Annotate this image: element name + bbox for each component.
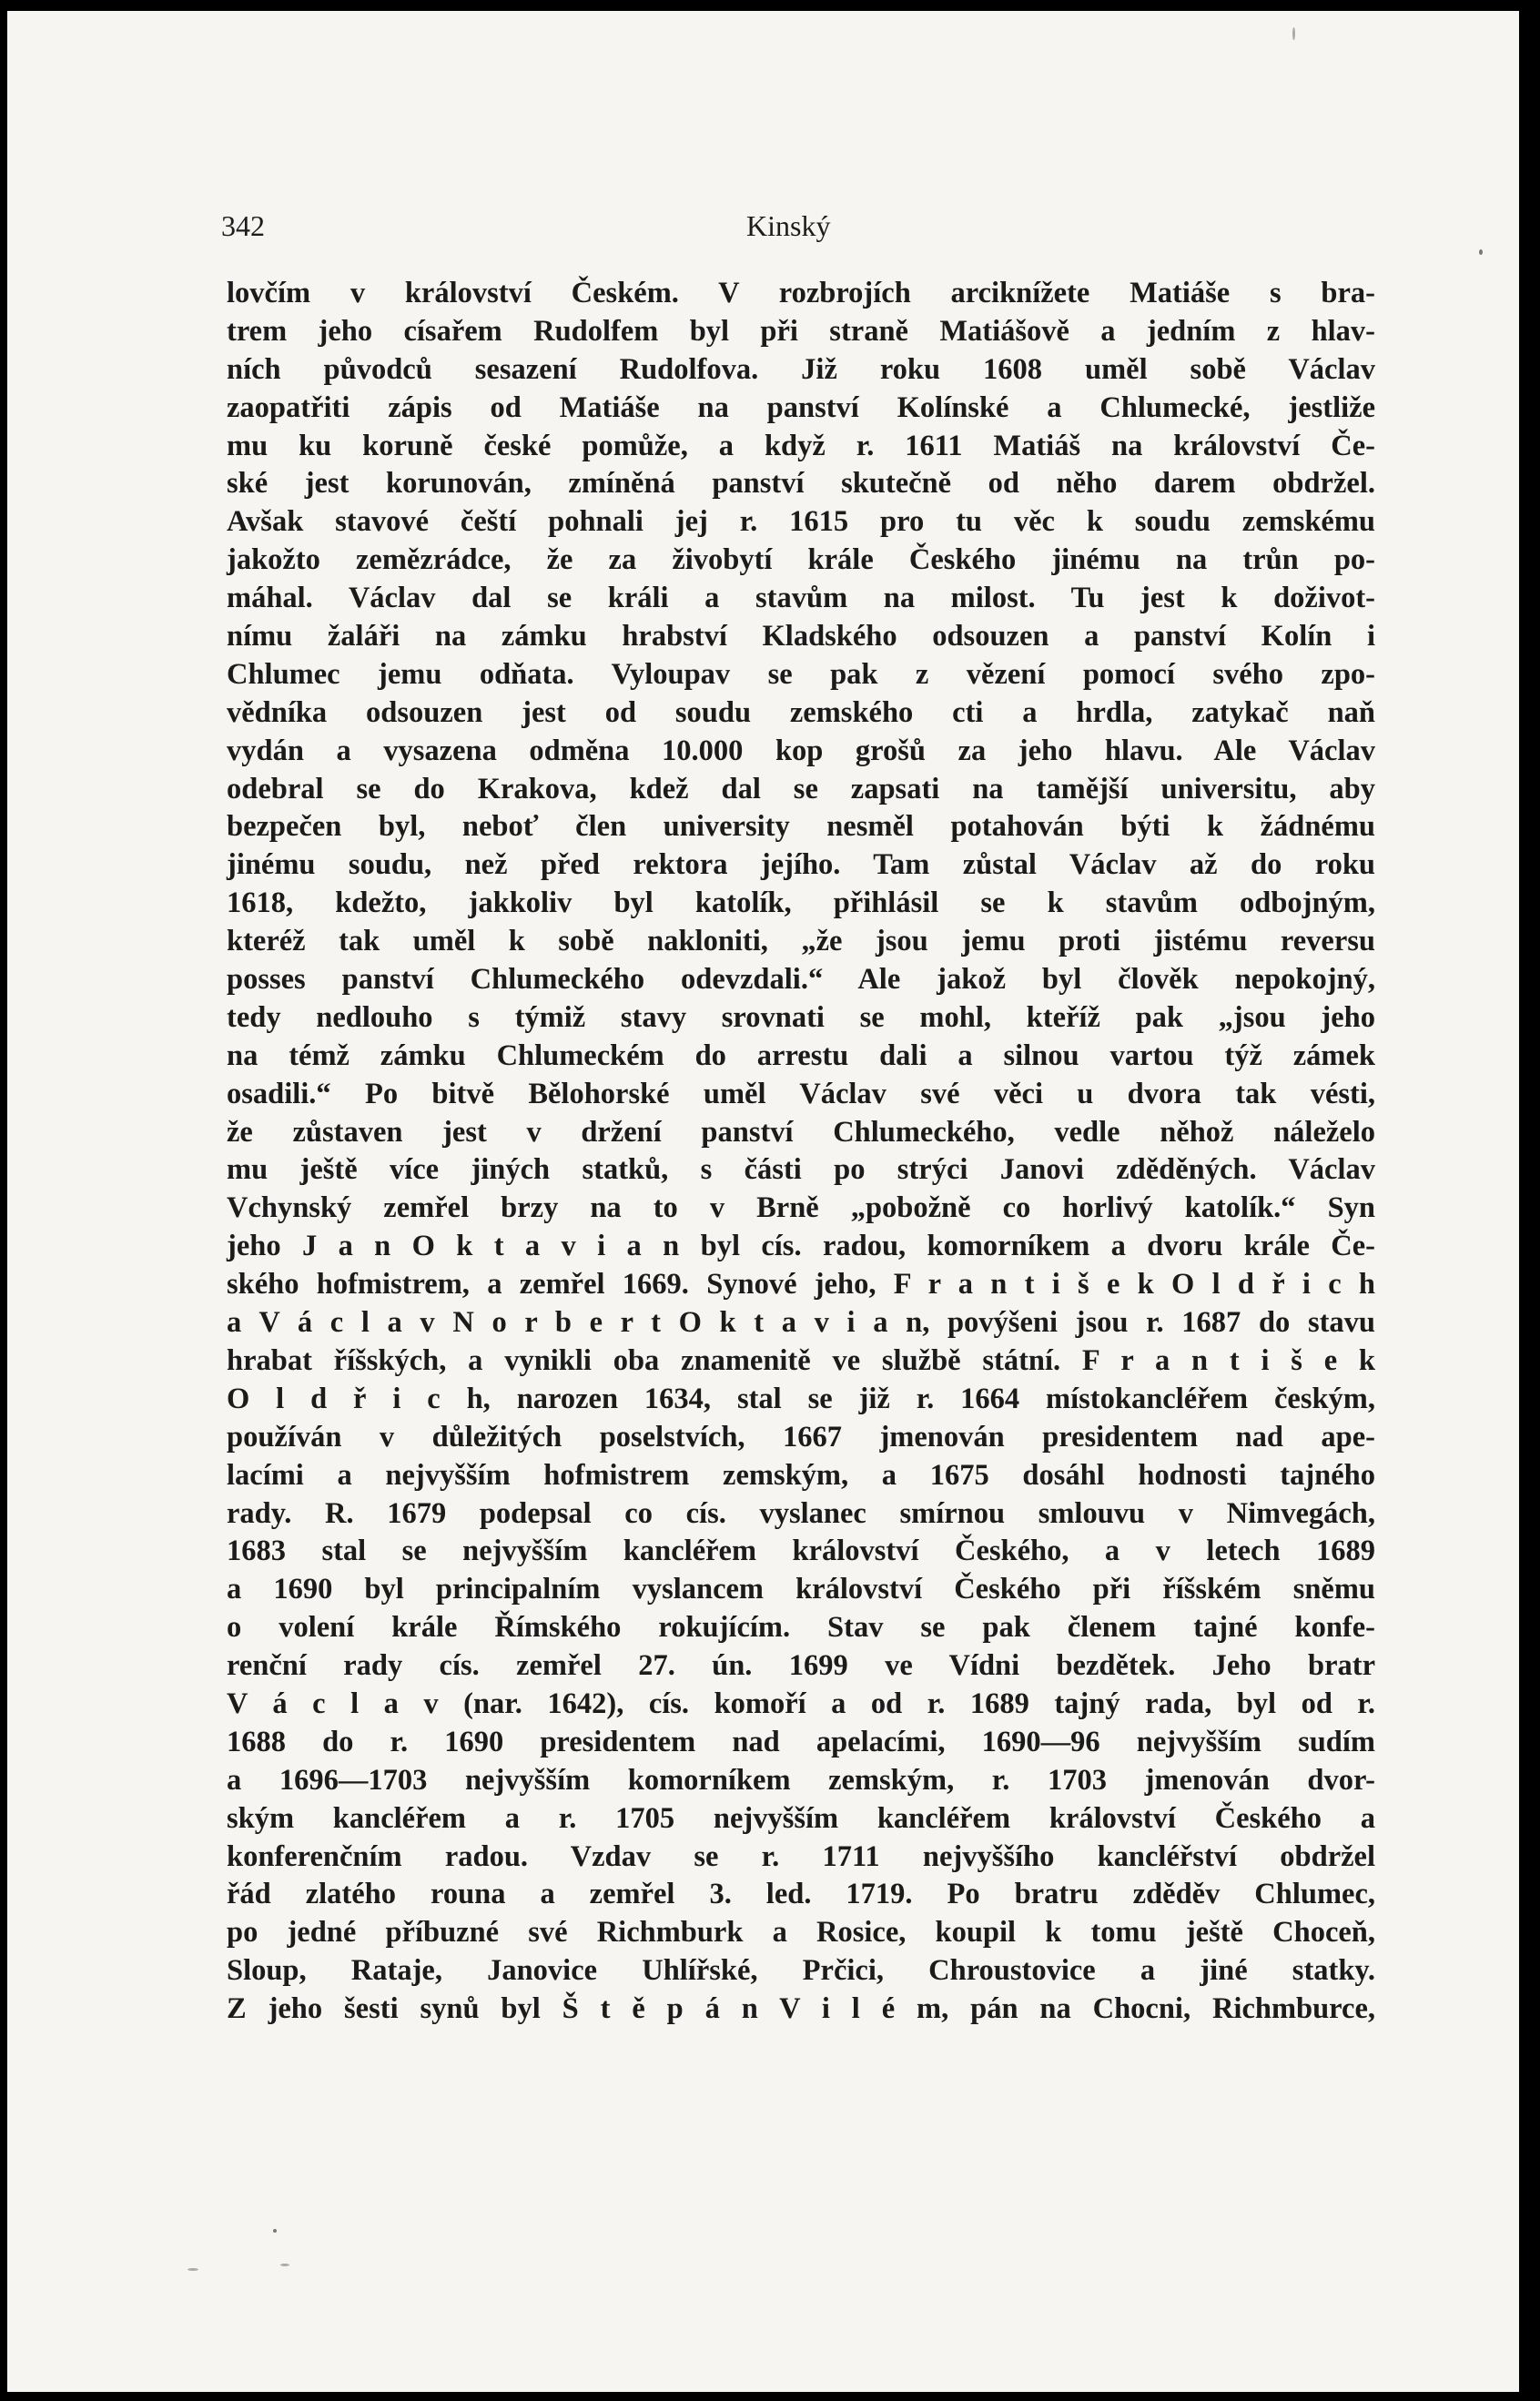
text-line: konferenčním radou. Vzdav se r. 1711 nejvyššího kancléřství obdržel — [227, 1839, 1375, 1873]
page-number: 342 — [221, 209, 265, 242]
dust-speck — [1479, 249, 1483, 255]
text-line: hrabat říšských, a vynikli oba znamenitě ve službě státní. F r a n t i š e k — [227, 1343, 1375, 1377]
text-line: máhal. Václav dal se králi a stavům na milost. Tu jest k doživot- — [227, 582, 1375, 615]
text-line: jakožto zemězrádce, že za živobytí krále Českého jinému na trůn po- — [227, 543, 1375, 577]
text-line: o volení krále Římského rokujícím. Stav se pak členem tajné konfe- — [227, 1611, 1375, 1645]
dust-speck — [273, 2229, 277, 2233]
text-line: ních původců sesazení Rudolfova. Již roku 1608 uměl sobě Václav — [227, 352, 1375, 386]
text-line: ského hofmistrem, a zemřel 1669. Synové jeho, F r a n t i š e k O l d ř i c h — [227, 1268, 1375, 1302]
text-line: ským kancléřem a r. 1705 nejvyšším kancléřem království Českého a — [227, 1801, 1375, 1835]
text-line: Vchynský zemřel brzy na to v Brně „pobožně co horlivý katolík.“ Syn — [227, 1191, 1375, 1225]
text-line: a V á c l a v N o r b e r t O k t a v i a n, povýšeni jsou r. 1687 do stavu — [227, 1306, 1375, 1340]
text-line: lovčím v království Českém. V rozbrojích arciknížete Matiáše s bra- — [227, 277, 1375, 309]
text-line: 1683 stal se nejvyšším kancléřem království Českého, a v letech 1689 — [227, 1535, 1375, 1568]
text-line: mu ku koruně české pomůže, a když r. 1611 Matiáš na království Če- — [227, 429, 1375, 462]
dust-speck — [1292, 27, 1295, 40]
text-line: Avšak stavové čeští pohnali jej r. 1615 pro tu věc k soudu zemskému — [227, 505, 1375, 539]
text-line: Chlumec jemu odňata. Vyloupav se pak z vězení pomocí svého zpo- — [227, 657, 1375, 691]
text-line: odebral se do Krakova, kdež dal se zapsati na tamější universitu, aby — [227, 772, 1375, 805]
text-line: na témž zámku Chlumeckém do arrestu dali a silnou vartou týž zámek — [227, 1038, 1375, 1072]
text-line: jinému soudu, než před rektora jejího. Tam zůstal Václav až do roku — [227, 848, 1375, 882]
text-line: rady. R. 1679 podepsal co cís. vyslanec smírnou smlouvu v Nimvegách, — [227, 1496, 1375, 1530]
text-line: lacími a nejvyšším hofmistrem zemským, a 1675 dosáhl hodnosti tajného — [227, 1458, 1375, 1492]
text-line: 1618, kdežto, jakkoliv byl katolík, přihlásil se k stavům odbojným, — [227, 886, 1375, 920]
text-line: kteréž tak uměl k sobě nakloniti, „že jsou jemu proti jistému reversu — [227, 925, 1375, 958]
text-line: řád zlatého rouna a zemřel 3. led. 1719. Po bratru zděděv Chlumec, — [227, 1878, 1375, 1911]
text-line: renční rady cís. zemřel 27. ún. 1699 ve Vídni bezdětek. Jeho bratr — [227, 1649, 1375, 1683]
text-line: po jedné příbuzné své Richmburk a Rosice, koupil k tomu ještě Choceň, — [227, 1916, 1375, 1950]
text-line: V á c l a v (nar. 1642), cís. komoří a od r. 1689 tajný rada, byl od r. — [227, 1687, 1375, 1720]
dust-speck — [280, 2264, 289, 2266]
text-line: bezpečen byl, neboť člen university nesměl potahován býti k žádnému — [227, 810, 1375, 844]
text-line: Sloup, Rataje, Janovice Uhlířské, Prčici, Chroustovice a jiné statky. — [227, 1954, 1375, 1988]
text-line: že zůstaven jest v držení panství Chlumeckého, vedle něhož náleželo — [227, 1115, 1375, 1149]
text-line: posses panství Chlumeckého odevzdali.“ Ale jakož byl člověk nepokojný, — [227, 963, 1375, 997]
text-line: vydán a vysazena odměna 10.000 kop grošů za jeho hlavu. Ale Václav — [227, 734, 1375, 767]
text-line: zaopatřiti zápis od Matiáše na panství Kolínské a Chlumecké, jestliže — [227, 390, 1375, 424]
body-text — [227, 275, 1375, 2029]
text-line: a 1690 byl principalním vyslancem království Českého při říšském sněmu — [227, 1573, 1375, 1606]
text-line: tedy nedlouho s týmiž stavy srovnati se mohl, kteříž pak „jsou jeho — [227, 1000, 1375, 1034]
text-line: a 1696—1703 nejvyšším komorníkem zemským, r. 1703 jmenován dvor- — [227, 1763, 1375, 1797]
dust-speck — [187, 2268, 198, 2271]
text-line: Z jeho šesti synů byl Š t ě p á n V i l é m, pán na Chocni, Richmburce, — [227, 1992, 1375, 2026]
text-line: O l d ř i c h, narozen 1634, stal se již r. 1664 místokancléřem českým, — [227, 1382, 1375, 1415]
text-line: jeho J a n O k t a v i a n byl cís. radou, komorníkem a dvoru krále Če- — [227, 1230, 1375, 1263]
text-line: 1688 do r. 1690 presidentem nad apelacími, 1690—96 nejvyšším sudím — [227, 1725, 1375, 1758]
text-line: používán v důležitých poselstvích, 1667 jmenován presidentem nad ape- — [227, 1420, 1375, 1454]
text-line: osadili.“ Po bitvě Bělohorské uměl Václav své věci u dvora tak vésti, — [227, 1077, 1375, 1110]
running-head: Kinský — [746, 209, 831, 242]
text-line: ské jest korunován, zmíněná panství skutečně od něho darem obdržel. — [227, 467, 1375, 501]
paper-sheet — [7, 11, 1519, 2392]
text-line: vědníka odsouzen jest od soudu zemského cti a hrdla, zatykač naň — [227, 695, 1375, 729]
text-line: nímu žaláři na zámku hrabství Kladského odsouzen a panství Kolín i — [227, 620, 1375, 653]
text-line: mu ještě více jiných statků, s části po strýci Janovi zděděných. Václav — [227, 1153, 1375, 1187]
text-line: trem jeho císařem Rudolfem byl při straně Matiášově a jedním z hlav- — [227, 314, 1375, 348]
